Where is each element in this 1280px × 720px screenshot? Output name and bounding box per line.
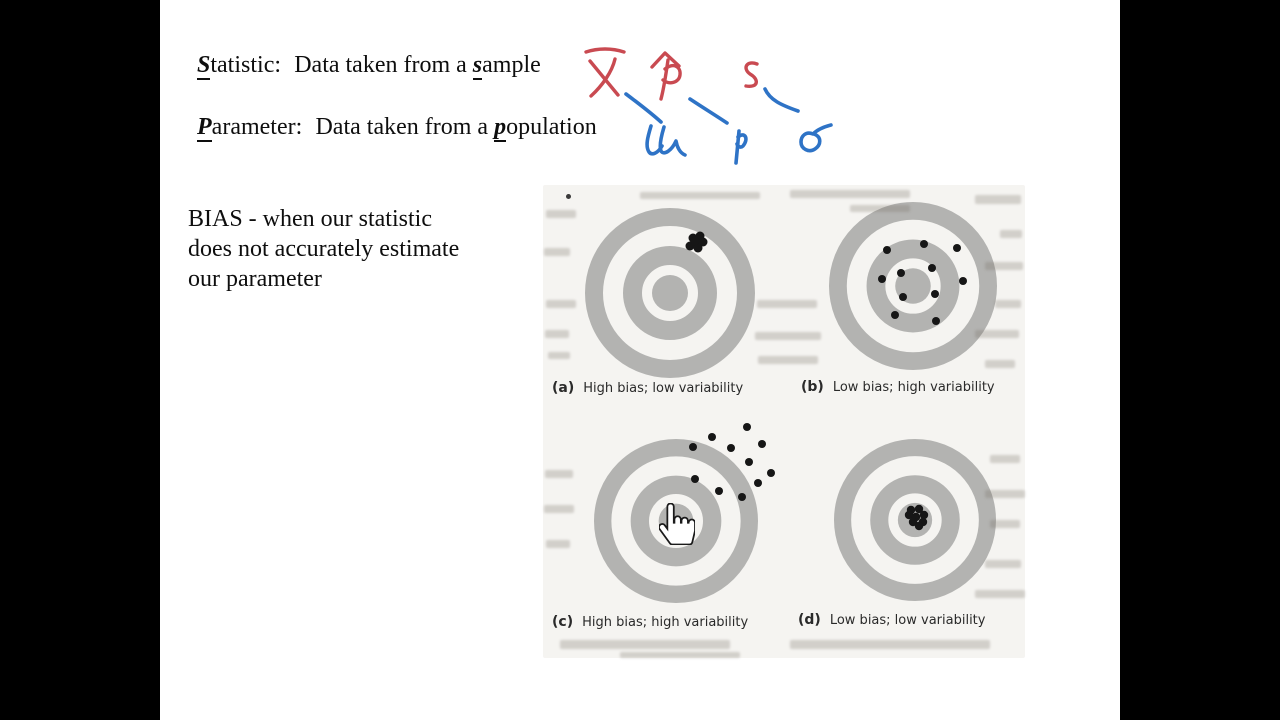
bleed-through-texture	[975, 195, 1021, 204]
parameter-emph-letter2: p	[494, 114, 507, 140]
bleed-through-texture	[985, 560, 1021, 568]
caption-a	[552, 380, 743, 396]
parameter-body-pre: Data taken from a	[315, 114, 495, 140]
caption-c	[552, 614, 748, 630]
bleed-through-texture	[640, 192, 760, 199]
xbar-symbol-icon	[586, 49, 624, 96]
bleed-through-texture	[544, 248, 570, 256]
caption-b-label: (b)	[801, 379, 824, 395]
bleed-through-texture	[548, 352, 570, 359]
bleed-through-texture	[975, 330, 1019, 338]
bleed-through-texture	[546, 300, 576, 308]
caption-a-text: High bias; low variability	[583, 381, 744, 396]
bleed-through-texture	[620, 652, 740, 658]
caption-c-label: (c)	[552, 614, 574, 630]
bleed-through-texture	[546, 540, 570, 548]
statistic-emph-letter: s	[472, 52, 483, 78]
bleed-through-texture	[755, 332, 821, 340]
bleed-through-texture	[560, 640, 730, 649]
bleed-through-texture	[850, 205, 910, 212]
parameter-lead-letter: P	[197, 114, 212, 140]
bleed-through-texture	[758, 356, 818, 364]
bleed-through-texture	[790, 190, 910, 198]
parameter-definition	[197, 114, 597, 141]
bias-note	[188, 204, 459, 294]
bleed-through-texture	[545, 330, 569, 338]
caption-c-text: High bias; high variability	[582, 615, 749, 630]
caption-d	[798, 612, 985, 628]
target-a	[560, 183, 780, 403]
phat-symbol-icon	[652, 53, 680, 99]
caption-a-label: (a)	[552, 380, 575, 396]
s-symbol-icon	[746, 63, 757, 86]
sigma-symbol-icon	[801, 125, 831, 151]
parameter-term: arameter:	[211, 114, 303, 140]
bleed-through-texture	[757, 300, 817, 308]
statistic-term: tatistic:	[210, 52, 282, 78]
caption-d-label: (d)	[798, 612, 821, 628]
statistic-lead-letter: S	[197, 52, 211, 78]
textbook-scan	[543, 185, 1025, 658]
bleed-through-texture	[975, 590, 1025, 598]
letterbox-right	[1120, 0, 1280, 720]
caption-b	[801, 379, 995, 395]
statistic-body-pre: Data taken from a	[294, 52, 473, 78]
bleed-through-texture	[1000, 230, 1022, 238]
bleed-through-texture	[990, 520, 1020, 528]
connector-lines	[626, 89, 798, 123]
bias-line-2: does not accurately estimate	[188, 236, 460, 262]
caption-b-text: Low bias; high variability	[832, 380, 995, 395]
statistic-body-post: ample	[482, 52, 541, 78]
bleed-through-texture	[990, 455, 1020, 463]
hand-cursor-icon	[659, 503, 695, 545]
pen-annotations	[575, 38, 845, 173]
letterbox-left	[0, 0, 160, 720]
mu-symbol-icon	[647, 126, 685, 155]
bleed-through-texture	[544, 505, 574, 513]
bleed-through-texture	[985, 360, 1015, 368]
caption-d-text: Low bias; low variability	[829, 613, 986, 628]
p-symbol-icon	[736, 131, 746, 163]
parameter-body-post: opulation	[506, 114, 597, 140]
bleed-through-texture	[546, 210, 576, 218]
bleed-through-texture	[985, 262, 1023, 270]
statistic-definition	[197, 52, 541, 79]
bleed-through-texture	[790, 640, 990, 649]
bleed-through-texture	[985, 490, 1025, 498]
bleed-through-texture	[995, 300, 1021, 308]
bias-line-1: BIAS - when our statistic	[188, 206, 432, 232]
bias-line-3: our parameter	[188, 266, 322, 292]
bleed-through-texture	[545, 470, 573, 478]
